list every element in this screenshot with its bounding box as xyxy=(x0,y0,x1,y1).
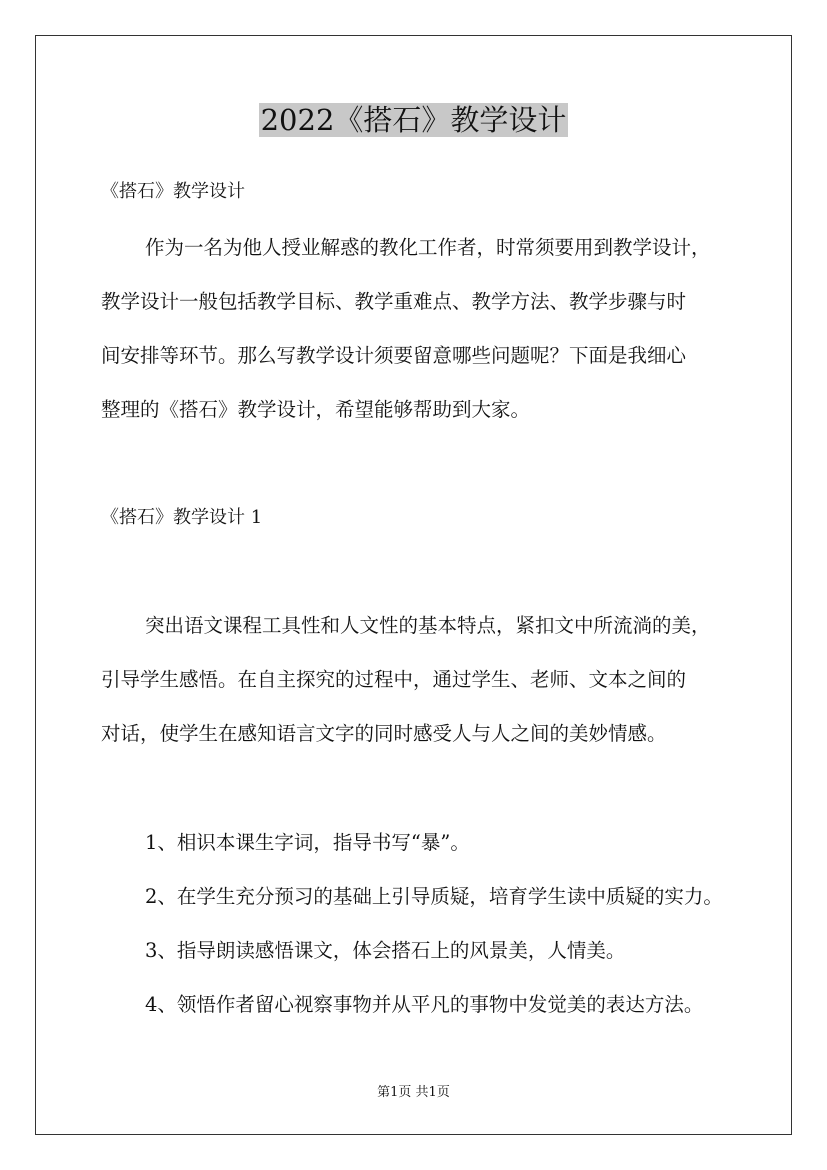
goal-item: 4、领悟作者留心视察事物并从平凡的事物中发觉美的表达方法。 xyxy=(145,993,704,1016)
section-paragraph-line: 突出语文课程工具性和人文性的基本特点，紧扣文中所流淌的美， xyxy=(145,614,711,637)
intro-line: 整理的《搭石》教学设计，希望能够帮助到大家。 xyxy=(101,398,531,421)
document-title-text: 2022《搭石》教学设计 xyxy=(260,103,567,137)
section-paragraph-line: 对话，使学生在感知语言文字的同时感受人与人之间的美妙情感。 xyxy=(101,722,667,745)
section-paragraph-line: 引导学生感悟。在自主探究的过程中，通过学生、老师、文本之间的 xyxy=(101,668,687,691)
page-number-footer: 第1页 共1页 xyxy=(377,1085,450,1100)
document-subtitle: 《搭石》教学设计 xyxy=(101,181,245,202)
intro-line: 教学设计一般包括教学目标、教学重难点、教学方法、教学步骤与时 xyxy=(101,290,687,313)
goal-item: 3、指导朗读感悟课文，体会搭石上的风景美，人情美。 xyxy=(145,939,626,962)
goal-item: 1、相识本课生字词，指导书写“暴”。 xyxy=(145,831,470,854)
section-heading: 《搭石》教学设计 1 xyxy=(101,507,263,528)
intro-line: 间安排等环节。那么写教学设计须要留意哪些问题呢？下面是我细心 xyxy=(101,344,687,367)
document-title xyxy=(0,100,827,140)
goal-item: 2、在学生充分预习的基础上引导质疑，培育学生读中质疑的实力。 xyxy=(145,885,723,908)
intro-line: 作为一名为他人授业解惑的教化工作者，时常须要用到教学设计， xyxy=(145,236,711,259)
